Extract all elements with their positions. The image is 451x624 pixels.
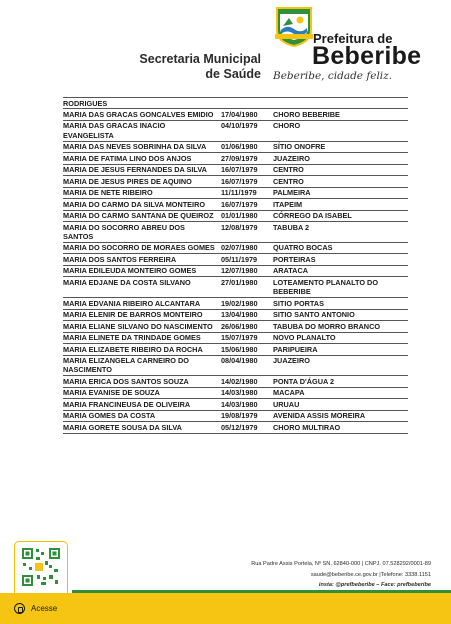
birth-date-cell: 27/01/1980 [221, 277, 273, 298]
locality-cell: TABUBA DO MORRO BRANCO [273, 321, 408, 332]
table-row [63, 254, 408, 265]
locality-cell: ARATACA [273, 265, 408, 276]
person-name-cell: MARIA ERICA DOS SANTOS SOUZA [63, 376, 221, 387]
person-name-cell: MARIA FRANCINEUSA DE OLIVEIRA [63, 399, 221, 410]
person-name-cell: MARIA DO SOCORRO DE MORAES GOMES [63, 242, 221, 253]
footer-contact [251, 559, 431, 591]
locality-cell: CHORO [273, 120, 408, 141]
person-name-cell: MARIA ELENIR DE BARROS MONTEIRO [63, 309, 221, 320]
table-row [63, 242, 408, 253]
locality-cell: TABUBA 2 [273, 222, 408, 243]
person-name-cell: MARIA EDVANIA RIBEIRO ALCANTARA [63, 298, 221, 309]
footer-yellow-band [0, 593, 451, 624]
city-logo [265, 4, 445, 86]
birth-date-cell: 19/02/1980 [221, 298, 273, 309]
locality-cell: SITIO SANTO ANTONIO [273, 309, 408, 320]
people-table [63, 97, 408, 434]
birth-date-cell: 16/07/1979 [221, 164, 273, 175]
locality-cell: AVENIDA ASSIS MOREIRA [273, 410, 408, 421]
birth-date-cell: 11/11/1979 [221, 187, 273, 198]
city-slogan: Beberibe, cidade feliz. [273, 70, 393, 82]
birth-date-cell: 16/07/1979 [221, 199, 273, 210]
person-name-cell: MARIA DE JESUS PIRES DE AQUINO [63, 176, 221, 187]
city-name: Beberibe [312, 42, 422, 70]
birth-date-cell: 17/04/1980 [221, 109, 273, 120]
table-row [63, 265, 408, 276]
table-row [63, 277, 408, 298]
locality-cell: MACAPA [273, 387, 408, 398]
person-name-cell: MARIA ELINETE DA TRINDADE GOMES [63, 332, 221, 343]
person-name-cell: MARIA DE NETE RIBEIRO [63, 187, 221, 198]
locality-cell [273, 98, 408, 109]
person-name-cell: RODRIGUES [63, 98, 221, 109]
birth-date-cell: 15/06/1980 [221, 344, 273, 355]
birth-date-cell: 12/08/1979 [221, 222, 273, 243]
birth-date-cell: 04/10/1979 [221, 120, 273, 141]
access-link[interactable] [14, 603, 57, 614]
locality-cell: PARIPUEIRA [273, 344, 408, 355]
table-row [63, 187, 408, 198]
table-row [63, 210, 408, 221]
person-name-cell: MARIA ELIANE SILVANO DO NASCIMENTO [63, 321, 221, 332]
person-name-cell: MARIA DAS GRACAS GONCALVES EMIDIO [63, 109, 221, 120]
person-name-cell: MARIA ELIZANGELA CARNEIRO DO NASCIMENTO [63, 355, 221, 376]
birth-date-cell: 15/07/1979 [221, 332, 273, 343]
table-row [63, 222, 408, 243]
locality-cell: CENTRO [273, 164, 408, 175]
locality-cell: NOVO PLANALTO [273, 332, 408, 343]
birth-date-cell [221, 98, 273, 109]
footer-email-phone: saude@beberibe.ce.gov.br |Telefone: 3338.1151 [310, 571, 431, 578]
birth-date-cell: 14/03/1980 [221, 387, 273, 398]
access-icon [14, 603, 25, 614]
person-name-cell: MARIA DO CARMO DA SILVA MONTEIRO [63, 199, 221, 210]
locality-cell: CENTRO [273, 176, 408, 187]
birth-date-cell: 26/06/1980 [221, 321, 273, 332]
table-row [63, 298, 408, 309]
person-name-cell: MARIA DO SOCORRO ABREU DOS SANTOS [63, 222, 221, 243]
locality-cell: LOTEAMENTO PLANALTO DO BEBERIBE [273, 277, 408, 298]
table-row [63, 332, 408, 343]
birth-date-cell: 16/07/1979 [221, 176, 273, 187]
person-name-cell: MARIA EVANISE DE SOUZA [63, 387, 221, 398]
table-row [63, 422, 408, 433]
table-row [63, 153, 408, 164]
birth-date-cell: 05/11/1979 [221, 254, 273, 265]
person-name-cell: MARIA DAS NEVES SOBRINHA DA SILVA [63, 141, 221, 152]
person-name-cell: MARIA DAS GRACAS INACIO EVANGELISTA [63, 120, 221, 141]
locality-cell: SITIO PORTAS [273, 298, 408, 309]
locality-cell: QUATRO BOCAS [273, 242, 408, 253]
person-name-cell: MARIA GOMES DA COSTA [63, 410, 221, 421]
table-row [63, 98, 408, 109]
birth-date-cell: 01/01/1980 [221, 210, 273, 221]
footer-address: Rua Padre Assis Portela, Nº SN, 62840-000 | CNPJ. 07.528292/0001-89 [251, 561, 431, 567]
table-row [63, 141, 408, 152]
locality-cell: PONTA D'ÁGUA 2 [273, 376, 408, 387]
department-line-2: de Saúde [205, 67, 261, 81]
person-name-cell: MARIA ELIZABETE RIBEIRO DA ROCHA [63, 344, 221, 355]
birth-date-cell: 05/12/1979 [221, 422, 273, 433]
birth-date-cell: 02/07/1980 [221, 242, 273, 253]
locality-cell: CÓRREGO DA ISABEL [273, 210, 408, 221]
table-row [63, 376, 408, 387]
locality-cell: PALMEIRA [273, 187, 408, 198]
table-row [63, 344, 408, 355]
locality-cell: CHORO MULTIRAO [273, 422, 408, 433]
locality-cell: JUAZEIRO [273, 355, 408, 376]
qr-code-icon [21, 547, 61, 587]
table-row [63, 321, 408, 332]
department-title [139, 52, 261, 82]
person-name-cell: MARIA EDILEUDA MONTEIRO GOMES [63, 265, 221, 276]
person-name-cell: MARIA DO CARMO SANTANA DE QUEIROZ [63, 210, 221, 221]
birth-date-cell: 14/02/1980 [221, 376, 273, 387]
department-line-1: Secretaria Municipal [139, 52, 261, 66]
prefeitura-label: Prefeitura de [313, 31, 393, 46]
birth-date-cell: 12/07/1980 [221, 265, 273, 276]
locality-cell: PORTEIRAS [273, 254, 408, 265]
person-name-cell: MARIA EDJANE DA COSTA SILVANO [63, 277, 221, 298]
table-row [63, 387, 408, 398]
table-row [63, 309, 408, 320]
birth-date-cell: 01/06/1980 [221, 141, 273, 152]
locality-cell: CHORO BEBERIBE [273, 109, 408, 120]
birth-date-cell: 08/04/1980 [221, 355, 273, 376]
birth-date-cell: 27/09/1979 [221, 153, 273, 164]
person-name-cell: MARIA DE FATIMA LINO DOS ANJOS [63, 153, 221, 164]
locality-cell: ITAPEIM [273, 199, 408, 210]
footer-social: insta: @prefbeberibe – Face: prefbeberibe [318, 582, 431, 588]
table-row [63, 399, 408, 410]
birth-date-cell: 19/08/1979 [221, 410, 273, 421]
person-name-cell: MARIA DOS SANTOS FERREIRA [63, 254, 221, 265]
locality-cell: JUAZEIRO [273, 153, 408, 164]
birth-date-cell: 13/04/1980 [221, 309, 273, 320]
table-row [63, 355, 408, 376]
table-row [63, 176, 408, 187]
table-row [63, 164, 408, 175]
table-row [63, 109, 408, 120]
locality-cell: SÍTIO ONOFRE [273, 141, 408, 152]
locality-cell: URUAU [273, 399, 408, 410]
table-row [63, 120, 408, 141]
table-row [63, 199, 408, 210]
birth-date-cell: 14/03/1980 [221, 399, 273, 410]
person-name-cell: MARIA GORETE SOUSA DA SILVA [63, 422, 221, 433]
access-label: Acesse [31, 604, 58, 613]
table-row [63, 410, 408, 421]
person-name-cell: MARIA DE JESUS FERNANDES DA SILVA [63, 164, 221, 175]
